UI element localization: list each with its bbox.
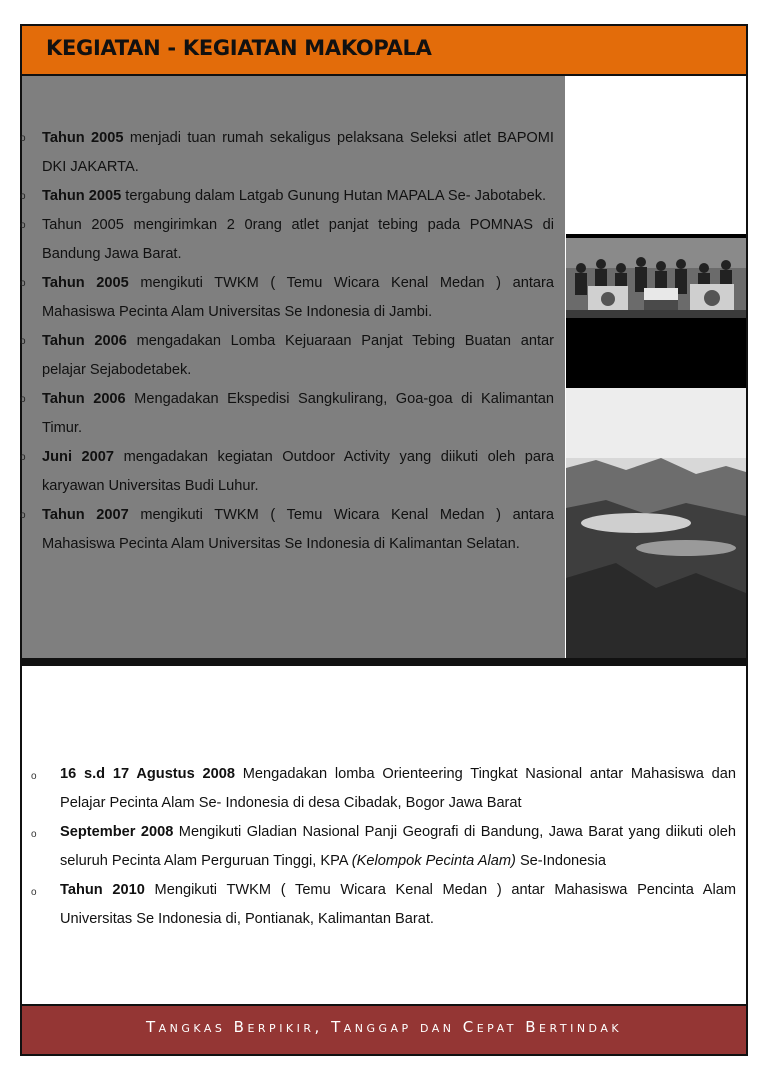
- list-item: [20, 124, 554, 182]
- bullet-icon: o: [20, 336, 26, 347]
- item-year: Tahun 2005: [42, 130, 124, 146]
- item-text: mengikuti TWKM ( Temu Wicara Kenal Medan ) antara Mahasiswa Pecinta Alam Universitas Se Indonesia di Kalimantan Selatan.: [42, 507, 554, 552]
- bullet-icon: o: [20, 133, 26, 144]
- bullet-icon: o: [20, 452, 26, 463]
- title-bar: [20, 24, 748, 76]
- item-text: Tahun 2005 mengirimkan 2 0rang atlet panjat tebing pada POMNAS di Bandung Jawa Barat.: [42, 217, 554, 262]
- item-italic: (Kelompok Pecinta Alam): [351, 853, 516, 869]
- list-item: [20, 269, 554, 327]
- list-item: [20, 182, 554, 211]
- page-title: KEGIATAN - KEGIATAN MAKOPALA: [46, 36, 432, 60]
- footer-bar: [20, 1004, 748, 1056]
- list-item: [31, 876, 736, 934]
- list-item: [20, 327, 555, 385]
- item-date: 16 s.d 17 Agustus 2008: [60, 766, 235, 782]
- activities-list-2008-2010: [31, 760, 736, 934]
- item-year: Juni 2007: [42, 449, 115, 465]
- item-text: mengikuti TWKM ( Temu Wicara Kenal Medan ) antara Mahasiswa Pecinta Alam Universitas Se Indonesia di Jambi.: [42, 275, 554, 320]
- black-block: [566, 318, 746, 388]
- item-text: tergabung dalam Latgab Gunung Hutan MAPALA Se- Jabotabek.: [121, 188, 547, 204]
- item-year: Tahun 2006: [42, 391, 126, 407]
- bullet-icon: o: [31, 887, 37, 898]
- list-item: [20, 443, 554, 501]
- list-item: [31, 818, 736, 876]
- list-item: [20, 211, 554, 269]
- item-text: mengadakan Lomba Kejuaraan Panjat Tebing Buatan antar pelajar Sejabodetabek.: [42, 333, 555, 378]
- bullet-icon: o: [20, 191, 26, 202]
- item-year: Tahun 2005: [42, 188, 122, 204]
- item-text: Mengadakan lomba Orienteering Tingkat Nasional antar Mahasiswa dan Pelajar Pecinta Alam Se- Indonesia di desa Cibadak, Bogor Jawa Barat: [60, 766, 736, 811]
- item-text: Mengikuti Gladian Nasional Panji Geografi di Bandung, Jawa Barat yang diikuti oleh seluruh Pecinta Alam Perguruan Tinggi, KPA: [60, 824, 736, 869]
- item-year: Tahun 2006: [42, 333, 127, 349]
- item-year: Tahun 2007: [42, 507, 129, 523]
- item-text: menjadi tuan rumah sekaligus pelaksana Seleksi atlet BAPOMI DKI JAKARTA.: [42, 130, 554, 175]
- bullet-icon: o: [20, 394, 26, 405]
- list-item: [20, 385, 554, 443]
- bullet-icon: o: [20, 220, 26, 231]
- section-divider: [20, 658, 748, 666]
- item-text: Mengikuti TWKM ( Temu Wicara Kenal Medan ) antar Mahasiswa Pencinta Alam Universitas Se Indonesia di, Pontianak, Kalimantan Barat.: [60, 882, 736, 927]
- bullet-icon: o: [20, 278, 26, 289]
- list-item: [20, 501, 554, 559]
- item-after: Se-Indonesia: [515, 853, 606, 869]
- landscape-photo-image: [566, 388, 746, 658]
- item-text: Mengadakan Ekspedisi Sangkulirang, Goa-goa di Kalimantan Timur.: [42, 391, 554, 436]
- item-text: mengadakan kegiatan Outdoor Activity yang diikuti oleh para karyawan Universitas Budi Luhur.: [42, 449, 554, 494]
- landscape-art: [566, 388, 746, 658]
- list-item: [31, 760, 736, 818]
- footer-motto: Tangkas Berpikir, Tanggap dan Cepat Bertindak: [145, 1018, 623, 1036]
- bullet-icon: o: [31, 771, 37, 782]
- item-date: Tahun 2010: [60, 882, 145, 898]
- bullet-icon: o: [31, 829, 37, 840]
- group-photo-art: [566, 238, 746, 318]
- group-photo-image: [566, 238, 746, 318]
- item-year: Tahun 2005: [42, 275, 129, 291]
- bullet-icon: o: [20, 510, 26, 521]
- activities-list-2005-2007: [20, 124, 555, 559]
- item-date: September 2008: [60, 824, 174, 840]
